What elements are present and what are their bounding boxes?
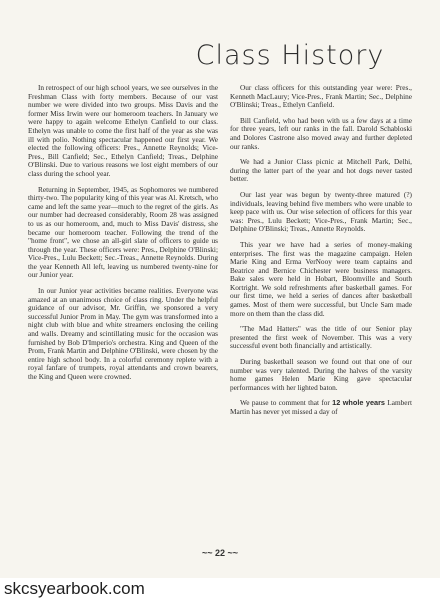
page-title: Class History — [195, 40, 385, 71]
paragraph: In retrospect of our high school years, we see ourselves in the Freshman Class with forty members. Because of our vast number we were divided into two groups. Miss Davis and the former Miss Irwin were our homeroom teachers. In January we were happy to again welcome Ethelyn Canfield to our class. Ethelyn was unable to come the first half of the year as she was ill with polio. Nothing spectacular happened our first year. We elected the following officers: Pres., Annette Reynolds; Vice-Pres., Bill Canfield; Sec., Ethelyn Canfield; Treas., Delphine O'Blinski. Due to various reasons we lost eight members of our class during the school year. — [28, 83, 218, 178]
left-column — [28, 84, 218, 389]
footer-bar — [0, 578, 440, 600]
page-number: ~~ 22 ~~ — [201, 548, 239, 558]
paragraph: In our Junior year activities became realities. Everyone was amazed at an unanimous choice of class ring. Under the helpful guidance of our advisor, Mr. Griffin, we sponsored a very successful Junior Prom in May. The gym was transformed into a night club with blue and white streamers enclosing the ceiling and walls. Dreamy and scintillating music for the occasion was furnished by Bob D'Imperio's orchestra. King and Queen of the Prom, Frank Martin and Delphine O'Blinski, were chosen by the entire high school body. In a colorful ceremony replete with a royal fanfare of trumpets, royal attendants and crown bearers, the King and Queen were crowned. — [28, 286, 218, 381]
paragraph: Our class officers for this outstanding year were: Pres., Kenneth MacLaury; Vice-Pres., Frank Martin; Sec., Delphine O'Blinski; Treas., Ethelyn Canfield. — [230, 83, 412, 110]
paragraph: This year we have had a series of money-making enterprises. The first was the magazine campaign. Helen Marie King and Erma VerNooy were team captains and Beatrice and Bernice Chichester were business managers. Bake sales were held in Hobart, Bloomville and South Kortright. We sold refreshments after basketball games. For our first time, we held a series of dances after basketball games. Most of them were successful, but Uncle Sam made more on them than the class did. — [230, 239, 412, 318]
paragraph: Our last year was begun by twenty-three matured (?) individuals, leaving behind five members who were unable to keep pace with us. Our wise selection of officers for this year was: Pres., Lulu Beckett; Vice-Pres., Frank Martin; Sec., Delphine O'Blinski; Treas., Annette Reynolds. — [230, 189, 412, 234]
site-watermark: skcsyearbook.com — [4, 579, 145, 598]
paragraph: "The Mad Hatters" was the title of our Senior play presented the first week of November. This was a very successful event both financially and artistically. — [230, 324, 412, 351]
last-paragraph-end: Lambert Martin has never yet missed a day of — [230, 398, 412, 416]
last-paragraph — [230, 399, 412, 416]
highlight-text: 12 whole years — [332, 398, 385, 408]
paragraph: During basketball season we found out that one of our number was very talented. During the halves of the varsity home games Helen Marie King gave spectacular performances with her lighted baton. — [230, 357, 412, 392]
last-paragraph-start: We pause to comment that for — [240, 398, 333, 408]
paragraph: Bill Canfield, who had been with us a few days at a time for three years, left our ranks in the fall. Darold Schabloski and Dolores Castrone also moved away and further depleted our ranks. — [230, 115, 412, 151]
right-column — [230, 84, 412, 424]
paragraph: Returning in September, 1945, as Sophomores we numbered thirty-two. The popularity king of this year was Al. Kretsch, who came and left the same year—much to the regret of the girls. As our number had decreased considerably, Room 28 was assigned to us as our homeroom, and, much to Miss Davis' distress, she became our homeroom teacher. Following the trend of the "home front", we chose an all-girl slate of officers to guide us through the year. These officers were: Pres., Delphine O'Blinski; Vice-Pres., Lulu Beckett; Sec.-Treas., Annette Reynolds. During the year Kenneth All left, leaving us numbered twenty-nine for our Junior year. — [28, 184, 218, 280]
paragraph: We had a Junior Class picnic at Mitchell Park, Delhi, during the latter part of the year and hot dogs never tasted better. — [230, 157, 412, 184]
